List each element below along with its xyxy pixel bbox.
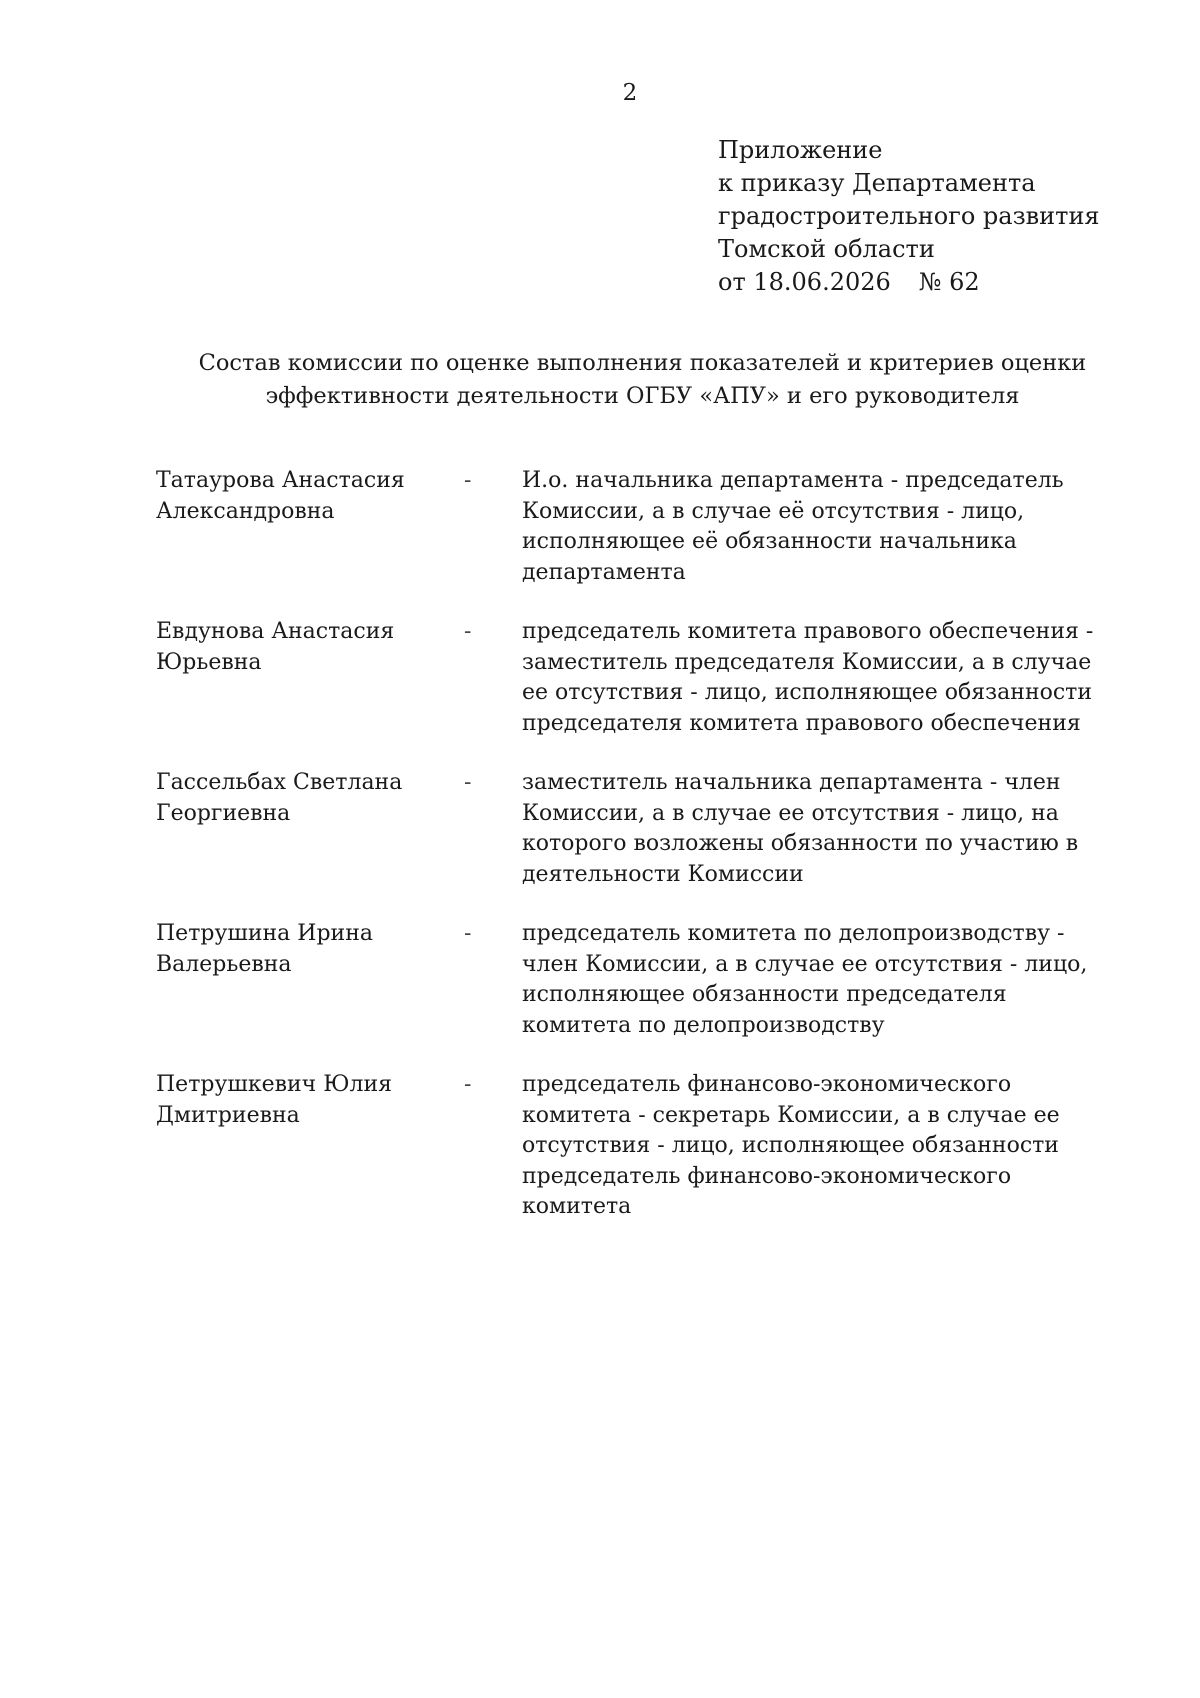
- member-role-line: И.о. начальника департамента - председатель: [522, 468, 1064, 493]
- member-role-line: председатель финансово-экономического: [522, 1163, 1012, 1189]
- member-role-line: исполняющее обязанности председателя: [522, 982, 1007, 1007]
- member-name-line: Александровна: [156, 498, 335, 524]
- member-role-line: Комиссии, а в случае ее отсутствия - лицо, на: [522, 800, 1059, 826]
- member-name-line: Валерьевна: [156, 951, 292, 977]
- separator-dash: -: [464, 921, 472, 946]
- member-name-line: Георгиевна: [156, 800, 291, 826]
- member-role: [522, 768, 1092, 890]
- member-row: [156, 617, 1094, 768]
- appendix-header: [718, 134, 1100, 299]
- member-role: [522, 617, 1092, 739]
- member-name-line: Петрушкевич Юлия: [156, 1072, 392, 1097]
- member-name: [156, 617, 446, 678]
- member-role: [522, 919, 1092, 1041]
- member-name: [156, 1070, 446, 1131]
- member-role-line: деятельности Комиссии: [522, 861, 804, 887]
- member-name-line: Евдунова Анастасия: [156, 619, 395, 644]
- member-row: [156, 1070, 1086, 1221]
- separator-dash: -: [464, 770, 472, 795]
- member-role-line: комитета: [522, 1194, 632, 1219]
- member-role-line: заместитель начальника департамента - член: [522, 770, 1061, 795]
- member-role-line: отсутствия - лицо, исполняющее обязанности: [522, 1133, 1059, 1158]
- document-title: [150, 347, 1135, 413]
- appendix-line: Томской области: [718, 235, 935, 263]
- member-role-line: ее отсутствия - лицо, исполняющее обязанности: [522, 680, 1093, 705]
- title-line: эффективности деятельности ОГБУ «АПУ» и его руководителя: [265, 383, 1020, 409]
- appendix-line: к приказу Департамента: [718, 169, 1036, 197]
- appendix-date-line: [718, 266, 1100, 299]
- member-name-line: Юрьевна: [156, 649, 262, 675]
- member-role-line: член Комиссии, а в случае ее отсутствия - лицо,: [522, 951, 1088, 977]
- appendix-line: градостроительного развития: [718, 202, 1100, 230]
- member-role-line: председателя комитета правового обеспечения: [522, 710, 1081, 736]
- member-role-line: заместитель председателя Комиссии, а в случае: [522, 649, 1092, 675]
- appendix-line: Приложение: [718, 136, 883, 164]
- page-number: 2: [622, 80, 638, 106]
- member-role-line: председатель финансово-экономического: [522, 1072, 1012, 1097]
- member-role-line: которого возложены обязанности по участию в: [522, 831, 1079, 856]
- commission-members-list: [156, 466, 1094, 1221]
- member-name-line: Дмитриевна: [156, 1102, 300, 1128]
- member-role-line: исполняющее её обязанности начальника: [522, 529, 1017, 554]
- member-role: [522, 1070, 1092, 1223]
- member-role-line: департамента: [522, 559, 686, 585]
- member-name: [156, 919, 446, 980]
- member-row: [156, 768, 1086, 919]
- member-name-line: Гассельбах Светлана: [156, 770, 403, 795]
- separator-dash: -: [464, 619, 472, 644]
- member-role-line: председатель комитета правового обеспечения -: [522, 619, 1094, 644]
- member-name-line: Петрушина Ирина: [156, 921, 374, 946]
- title-line: Состав комиссии по оценке выполнения показателей и критериев оценки: [198, 350, 1087, 376]
- member-role-line: Комиссии, а в случае её отсутствия - лицо,: [522, 498, 1025, 524]
- member-role: [522, 466, 1092, 588]
- member-name: [156, 768, 446, 829]
- order-date: от 18.06.2026: [718, 268, 891, 296]
- member-role-line: председатель комитета по делопроизводству -: [522, 921, 1065, 946]
- member-role-line: комитета - секретарь Комиссии, а в случае ее: [522, 1102, 1060, 1128]
- member-row: [156, 919, 1086, 1070]
- member-name: [156, 466, 446, 527]
- order-number: № 62: [918, 268, 980, 296]
- separator-dash: -: [464, 1072, 472, 1097]
- member-name-line: Татаурова Анастасия: [156, 468, 405, 493]
- member-role-line: комитета по делопроизводству: [522, 1012, 885, 1038]
- separator-dash: -: [464, 468, 472, 493]
- member-row: [156, 466, 1086, 617]
